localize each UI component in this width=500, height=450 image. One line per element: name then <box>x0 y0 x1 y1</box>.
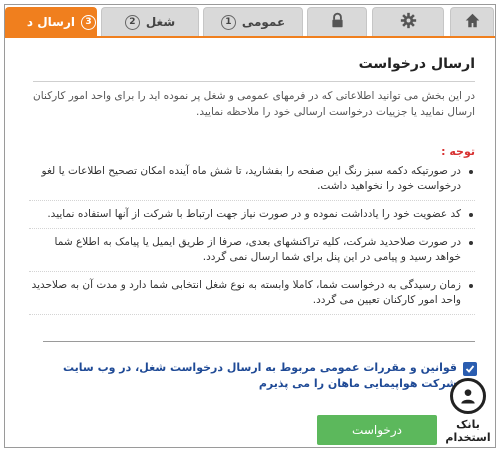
home-icon <box>464 12 481 32</box>
terms-agreement <box>27 360 477 392</box>
list-item: کد عضویت خود را یادداشت نموده و در صورت نیاز جهت ارتباط با شرکت از آنها استفاده نمایید. <box>29 207 475 229</box>
notes-list <box>29 164 475 321</box>
terms-checkbox[interactable] <box>463 362 477 376</box>
section-divider <box>43 341 475 342</box>
main-content <box>5 38 495 447</box>
list-item: در صورت صلاحدید شرکت، کلیه تراکنشهای بعدی، صرفا از طریق ایمیل یا پیامک به اطلاع شما خواهد رسید و پیامی در این پنل برای شما ارسال نمی گردد. <box>29 235 475 272</box>
checkmark-icon <box>465 364 475 374</box>
list-item: در صورتیکه دکمه سبز رنگ این صفحه را بفشارید، تا شش ماه آینده امکان تصحیح اطلاعات یا لغو درخواست خود را نخواهید داشت. <box>29 164 475 201</box>
application-window <box>4 4 496 448</box>
tab-general-label: عمومی <box>241 15 286 29</box>
step-number: 1 <box>221 15 236 30</box>
tab-job[interactable] <box>101 7 199 36</box>
title-divider <box>33 81 475 82</box>
submit-request-button[interactable]: درخواست <box>317 415 437 445</box>
tab-lock[interactable] <box>307 7 367 36</box>
step-number: 3 <box>81 15 96 30</box>
tab-send-request[interactable] <box>5 7 97 36</box>
terms-label[interactable]: قوانین و مقررات عمومی مربوط به ارسال درخواست شغل، در وب سایت شرکت هواپیمایی ماهان را می پذیرم <box>63 361 457 390</box>
notes-heading: توجه : <box>441 145 475 158</box>
tab-general[interactable] <box>203 7 303 36</box>
step-number: 2 <box>125 15 140 30</box>
gear-icon <box>400 12 417 32</box>
tab-settings[interactable] <box>372 7 444 36</box>
watermark-text: بانک استخدام <box>445 418 491 444</box>
page-title: ارسال درخواست <box>358 56 475 72</box>
tab-bar <box>5 5 495 38</box>
tab-job-label: شغل <box>145 15 176 29</box>
user-search-icon <box>450 378 486 414</box>
tab-home[interactable] <box>450 7 494 36</box>
tab-send-label: ارسال د <box>26 15 75 29</box>
list-item: زمان رسیدگی به درخواست شما، کاملا وابسته به نوع شغل انتخابی شما دارد و مدت آن به صلاحدید واحد امور کارکنان تعیین می گردد. <box>29 278 475 315</box>
watermark-logo <box>441 378 495 448</box>
intro-text: در این بخش می توانید اطلاعاتی که در فرمهای عمومی و شغل پر نموده اید را برای واحد امور کارکنان ارسال نمایید یا جزییات درخواست ارسالی خود را ملاحظه نمایید. <box>33 90 475 118</box>
lock-icon <box>329 12 346 32</box>
